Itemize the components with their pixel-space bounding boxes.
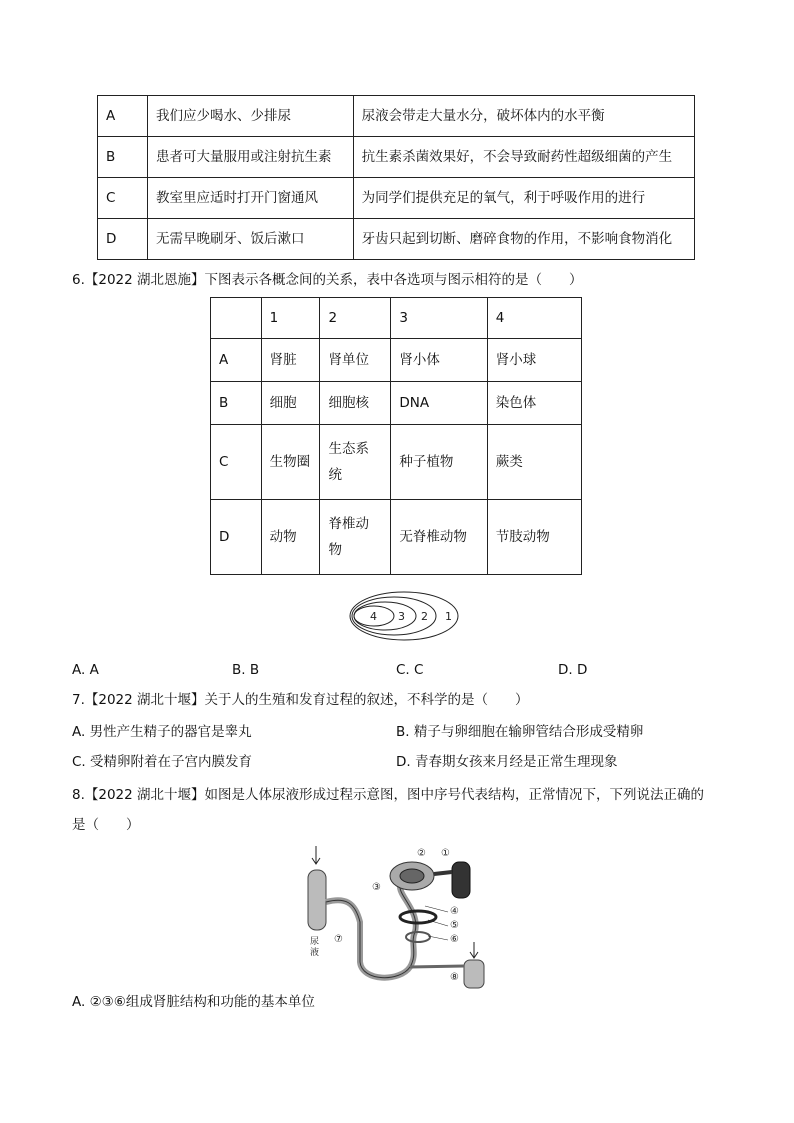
q7-option-b[interactable]: B. 精子与卵细胞在输卵管结合形成受精卵 xyxy=(396,724,644,740)
q6-table-row xyxy=(211,500,582,575)
q5-table-cell: 无需早晚刷牙、饭后漱口 xyxy=(147,219,353,260)
q5-table-cell: 抗生素杀菌效果好，不会导致耐药性超级细菌的产生 xyxy=(353,137,694,178)
renal-artery xyxy=(452,862,470,898)
q7-option-d[interactable]: D. 青春期女孩来月经是正常生理现象 xyxy=(396,754,618,770)
q5-table-cell: 尿液会带走大量水分，破坏体内的水平衡 xyxy=(353,96,694,137)
q7-stem: 7.【2022 湖北十堰】关于人的生殖和发育过程的叙述，不科学的是（ ） xyxy=(72,692,529,708)
q6-table-cell: 2 xyxy=(320,298,391,339)
label-circled-8: ⑧ xyxy=(450,972,459,983)
q6-option-a[interactable]: A. A xyxy=(72,662,99,678)
label-circled-7: ⑦ xyxy=(334,934,343,945)
q5-table-cell: 牙齿只起到切断、磨碎食物的作用，不影响食物消化 xyxy=(353,219,694,260)
q7-option-a[interactable]: A. 男性产生精子的器官是睾丸 xyxy=(72,724,252,740)
q7-option-c[interactable]: C. 受精卵附着在子宫内膜发育 xyxy=(72,754,253,770)
collecting-duct xyxy=(308,870,326,930)
urine-label-2: 液 xyxy=(310,948,320,958)
q6-table-cell: 蕨类 xyxy=(487,425,581,500)
q6-table-cell: A xyxy=(211,339,262,382)
renal-vein xyxy=(464,960,484,988)
label-circled-1: ① xyxy=(441,848,450,859)
q6-table-cell: 种子植物 xyxy=(391,425,487,500)
label-2: 2 xyxy=(421,610,428,623)
q6-table-cell: 细胞核 xyxy=(320,382,391,425)
q6-table-cell: B xyxy=(211,382,262,425)
q6-table-cell: 生物圈 xyxy=(261,425,320,500)
down-arrow-icon xyxy=(312,846,320,864)
q6-table-cell: 无脊椎动物 xyxy=(391,500,487,575)
q6-table-cell: 生态系统 xyxy=(320,425,391,500)
q5-table-cell: C xyxy=(98,178,148,219)
label-circled-4: ④ xyxy=(450,906,459,917)
label-circled-2: ② xyxy=(417,848,426,859)
q6-table-cell: 动物 xyxy=(261,500,320,575)
label-circled-6: ⑥ xyxy=(450,934,459,945)
q6-table-cell: 4 xyxy=(487,298,581,339)
q6-table-row xyxy=(211,425,582,500)
q5-table-cell: 我们应少喝水、少排尿 xyxy=(147,96,353,137)
q5-table-row xyxy=(98,137,695,178)
q8-option-a[interactable]: A. ②③⑥组成肾脏结构和功能的基本单位 xyxy=(72,994,315,1010)
q5-table-row xyxy=(98,96,695,137)
label-circled-3: ③ xyxy=(372,882,381,893)
q6-table-cell: 肾脏 xyxy=(261,339,320,382)
q5-table-cell: D xyxy=(98,219,148,260)
q6-table-cell: 肾单位 xyxy=(320,339,391,382)
q6-option-b[interactable]: B. B xyxy=(232,662,260,678)
concept-ellipse-diagram xyxy=(348,590,460,642)
q5-table-row xyxy=(98,178,695,219)
q6-table-header xyxy=(211,298,582,339)
q6-table-cell: 脊椎动物 xyxy=(320,500,391,575)
q6-table-cell: 肾小体 xyxy=(391,339,487,382)
q6-option-d[interactable]: D. D xyxy=(558,662,588,678)
q5-table-cell: 教室里应适时打开门窗通风 xyxy=(147,178,353,219)
q6-table-row xyxy=(211,339,582,382)
down-arrow-icon-2 xyxy=(470,942,478,958)
q6-table-cell: C xyxy=(211,425,262,500)
q6-table-cell: 染色体 xyxy=(487,382,581,425)
ellipse-3 xyxy=(354,602,416,630)
q6-table-cell: 肾小球 xyxy=(487,339,581,382)
q8-stem-line2: 是（ ） xyxy=(72,817,140,833)
q6-table-cell: 细胞 xyxy=(261,382,320,425)
q6-table xyxy=(210,297,582,575)
q8-stem-line1: 8.【2022 湖北十堰】如图是人体尿液形成过程示意图，图中序号代表结构，正常情况下，下列说法正确的 xyxy=(72,787,705,803)
q6-table-row xyxy=(211,382,582,425)
q6-option-c[interactable]: C. C xyxy=(396,662,424,678)
label-1: 1 xyxy=(445,610,452,623)
q5-table-cell: 为同学们提供充足的氧气，利于呼吸作用的进行 xyxy=(353,178,694,219)
label-circled-5: ⑤ xyxy=(450,920,459,931)
label-3: 3 xyxy=(398,610,405,623)
label-4: 4 xyxy=(370,610,377,623)
q6-table-cell: DNA xyxy=(391,382,487,425)
nephron-figure xyxy=(300,842,500,990)
urine-label-1: 尿 xyxy=(310,937,320,947)
q6-table-cell: 3 xyxy=(391,298,487,339)
q6-stem: 6.【2022 湖北恩施】下图表示各概念间的关系，表中各选项与图示相符的是（ ） xyxy=(72,272,583,288)
q5-table-row xyxy=(98,219,695,260)
q6-table-cell: D xyxy=(211,500,262,575)
q5-table-cell: 患者可大量服用或注射抗生素 xyxy=(147,137,353,178)
q5-table-cell: B xyxy=(98,137,148,178)
q6-table-cell xyxy=(211,298,262,339)
q5-table-cell: A xyxy=(98,96,148,137)
q6-table-cell: 节肢动物 xyxy=(487,500,581,575)
q6-table-cell: 1 xyxy=(261,298,320,339)
q5-table xyxy=(97,95,695,260)
